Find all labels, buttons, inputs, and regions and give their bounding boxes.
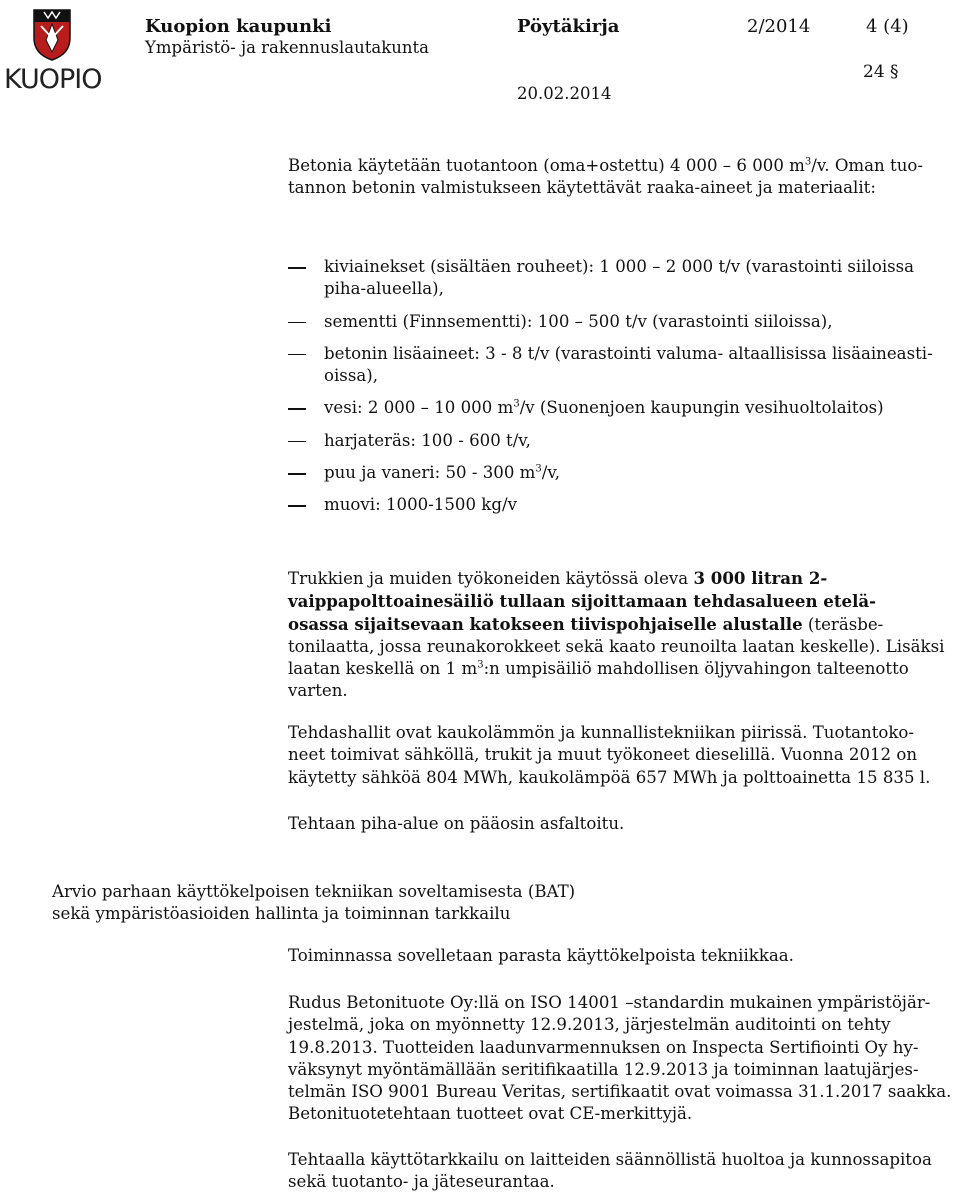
document-number: 2/2014 bbox=[747, 16, 811, 37]
iso-certification-paragraph: Rudus Betonituote Oy:llä on ISO 14001 –standardin mukainen ympäristöjär- jestelmä, joka on myönnetty 12.9.2013, järjestelmän auditointi on tehty 19.8.2013. Tuotteiden laadunvarmennuksen on Inspecta Sertifiointi Oy hy- väksynyt myöntämällään seritifikaatilla 12.9.2013 ja toiminnan laatujärjes- telmän ISO 9001 Bureau Veritas, sertifikaatit ovat voimassa 31.1.2017 saakka. Betonituotetehtaan tuotteet ovat CE-merkittyjä. bbox=[288, 993, 952, 1124]
list-item: harjateräs: 100 - 600 t/v, bbox=[324, 430, 531, 450]
meeting-date: 20.02.2014 bbox=[517, 84, 612, 103]
list-item: vesi: 2 000 – 10 000 $m^3/v$ (Suonenjoen kaupungin vesihuoltolaitos) bbox=[324, 398, 884, 418]
board-name: Ympäristö- ja rakennuslautakunta bbox=[145, 38, 429, 57]
organization-name: Kuopion kaupunki bbox=[145, 16, 332, 37]
bat-section-heading: Arvio parhaan käyttökelpoisen tekniikan soveltamisesta (BAT) sekä ympäristöasioiden hallinta ja toiminnan tarkkailu bbox=[52, 882, 576, 924]
list-item: sementti (Finnsementti): 100 – 500 t/v (varastointi siiloissa), bbox=[324, 311, 833, 331]
list-item: puu ja vaneri: 50 - 300 $m^3/v$, bbox=[324, 463, 561, 483]
materials-list bbox=[288, 256, 958, 517]
document-type: Pöytäkirja bbox=[517, 16, 620, 37]
coat-of-arms-icon bbox=[4, 4, 100, 62]
monitoring-paragraph: Tehtaalla käyttötarkkailu on laitteiden säännöllistä huoltoa ja kunnossapitoa sekä tuotanto- ja jäteseurantaa. bbox=[288, 1150, 932, 1192]
concrete-usage-paragraph: Betonia käytetään tuotantoon (oma+ostettu) 4 000 – 6 000 $m^3/v$. Oman tuo- tannon betonin valmistukseen käytettävät raaka-aineet ja materiaalit: bbox=[288, 156, 923, 198]
page-count: 4 (4) bbox=[866, 16, 909, 37]
bat-statement: Toiminnassa sovelletaan parasta käyttökelpoista tekniikkaa. bbox=[288, 946, 794, 965]
fuel-tank-paragraph: Trukkien ja muiden työkoneiden käytössä oleva 3 000 litran 2- vaippapolttoainesäiliö tullaan sijoittamaan tehdasalueen etelä- osassa sijaitsevaan katokseen tiivispohjaiselle alustalle (teräsbe- tonilaatta, jossa reunakorokkeet sekä kaato reunoilta laatan keskelle). Lisäksi laatan keskellä on 1 $m^3:n$ umpisäiliö mahdollisen öljyvahingon talteenotto varten. bbox=[288, 568, 945, 701]
kuopio-logo bbox=[4, 4, 100, 94]
list-item: muovi: 1000-1500 kg/v bbox=[324, 495, 517, 515]
logo-wordmark: KUOPIO bbox=[4, 64, 102, 95]
yard-paragraph: Tehtaan piha-alue on pääosin asfaltoitu. bbox=[288, 814, 625, 833]
heating-paragraph: Tehdashallit ovat kaukolämmön ja kunnallistekniikan piirissä. Tuotantoko- neet toimivat sähköllä, trukit ja muut työkoneet dieselillä. Vuonna 2012 on käytetty sähköä 804 MWh, kaukolämpöä 657 MWh ja polttoainetta 15 835 l. bbox=[288, 723, 931, 787]
list-item: kiviainekset (sisältäen rouheet): 1 000 – 2 000 t/v (varastointi siiloissa piha-alueella), bbox=[324, 257, 915, 299]
list-item: betonin lisäaineet: 3 - 8 t/v (varastointi valuma- altaallisissa lisäaineasti- oissa), bbox=[324, 343, 933, 386]
section-number: 24 § bbox=[863, 62, 899, 82]
